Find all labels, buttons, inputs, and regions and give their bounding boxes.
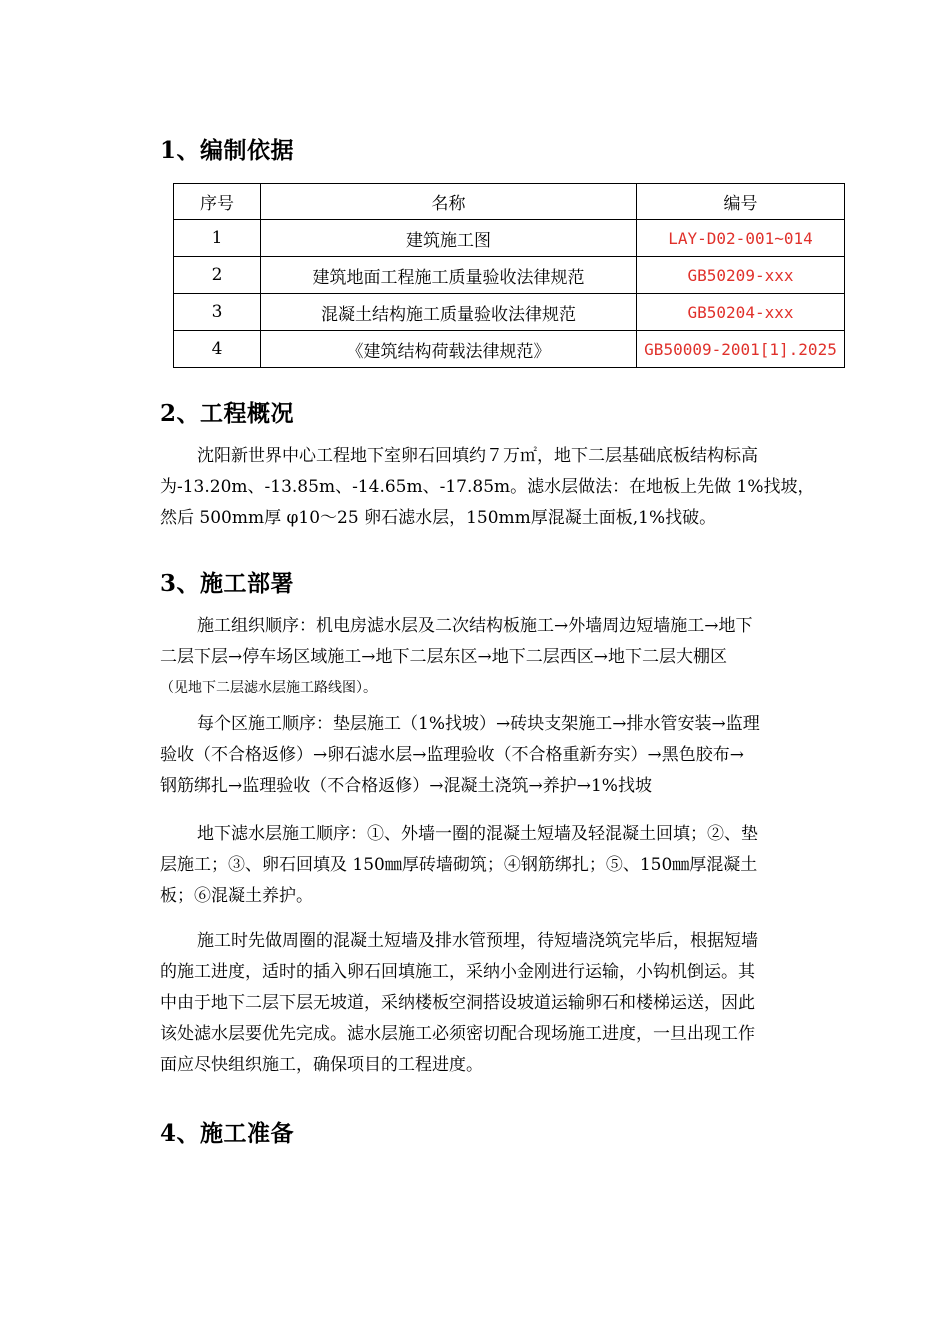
route-note: （见地下二层滤水层施工路线图）。: [160, 680, 377, 696]
row-code: GB50204-xxx: [637, 294, 845, 331]
section-heading-overview: 2、工程概况: [160, 400, 295, 427]
row-index: 4: [174, 331, 261, 368]
text-line: 为-13.20m、-13.85m、-14.65m、-17.85m。滤水层做法：在地板上先做 1%找坡，: [160, 477, 815, 497]
table-row: [174, 294, 845, 331]
table-row: [174, 331, 845, 368]
text-line: 层施工；③、卵石回填及 150㎜厚砖墙砌筑；④钢筋绑扎；⑤、150㎜厚混凝土: [160, 855, 758, 875]
header-name: 名称: [261, 184, 637, 220]
text-line: 沈阳新世界中心工程地下室卵石回填约７万㎡，地下二层基础底板结构标高: [197, 446, 758, 466]
text-line: 面应尽快组织施工，确保项目的工程进度。: [160, 1055, 483, 1075]
overview-paragraph: [160, 441, 850, 534]
text-line: 该处滤水层要优先完成。滤水层施工必须密切配合现场施工进度，一旦出现工作: [160, 1024, 755, 1044]
text-line: 施工时先做周圈的混凝土短墙及排水管预埋，待短墙浇筑完毕后，根据短墙: [197, 931, 758, 951]
row-code: LAY-D02-001~014: [637, 220, 845, 257]
text-line: 钢筋绑扎→监理验收（不合格返修）→混凝土浇筑→养护→1%找坡: [160, 776, 652, 796]
table-row: [174, 220, 845, 257]
section-heading-deployment: 3、施工部署: [160, 570, 295, 597]
text-line: 中由于地下二层下层无坡道，采纳楼板空洞搭设坡道运输卵石和楼梯运送，因此: [160, 993, 755, 1013]
text-line: 然后 500mm厚 φ10～25 卵石滤水层，150mm厚混凝土面板,1%找破。: [160, 508, 717, 528]
table-row: [174, 257, 845, 294]
row-index: 3: [174, 294, 261, 331]
deploy-paragraph-method: [160, 926, 850, 1081]
section-heading-preparation: 4、施工准备: [160, 1120, 295, 1147]
row-index: 1: [174, 220, 261, 257]
text-line: 板；⑥混凝土养护。: [160, 886, 313, 906]
header-code: 编号: [637, 184, 845, 220]
text-line: 二层下层→停车场区域施工→地下二层东区→地下二层西区→地下二层大棚区: [160, 647, 727, 667]
reference-table: [173, 183, 845, 368]
deploy-paragraph-zone: [160, 709, 850, 802]
deploy-paragraph-order: [160, 611, 850, 704]
header-index: 序号: [174, 184, 261, 220]
text-line: 的施工进度，适时的插入卵石回填施工，采纳小金刚进行运输，小钩机倒运。其: [160, 962, 755, 982]
text-line: 地下滤水层施工顺序：①、外墙一圈的混凝土短墙及轻混凝土回填；②、垫: [197, 824, 758, 844]
section-heading-basis: 1、编制依据: [160, 137, 295, 164]
text-line: 验收（不合格返修）→卵石滤水层→监理验收（不合格重新夯实）→黑色胶布→: [160, 745, 744, 765]
table-header-row: [174, 184, 845, 220]
row-code: GB50009-2001[1].2025: [637, 331, 845, 368]
text-line: 每个区施工顺序：垫层施工（1%找坡）→砖块支架施工→排水管安装→监理: [197, 714, 760, 734]
text-line: 施工组织顺序：机电房滤水层及二次结构板施工→外墙周边短墙施工→地下: [197, 616, 753, 636]
row-code: GB50209-xxx: [637, 257, 845, 294]
row-name: 建筑地面工程施工质量验收法律规范: [261, 257, 637, 294]
row-index: 2: [174, 257, 261, 294]
row-name: 《建筑结构荷载法律规范》: [261, 331, 637, 368]
deploy-paragraph-sequence: [160, 819, 850, 912]
row-name: 混凝土结构施工质量验收法律规范: [261, 294, 637, 331]
row-name: 建筑施工图: [261, 220, 637, 257]
